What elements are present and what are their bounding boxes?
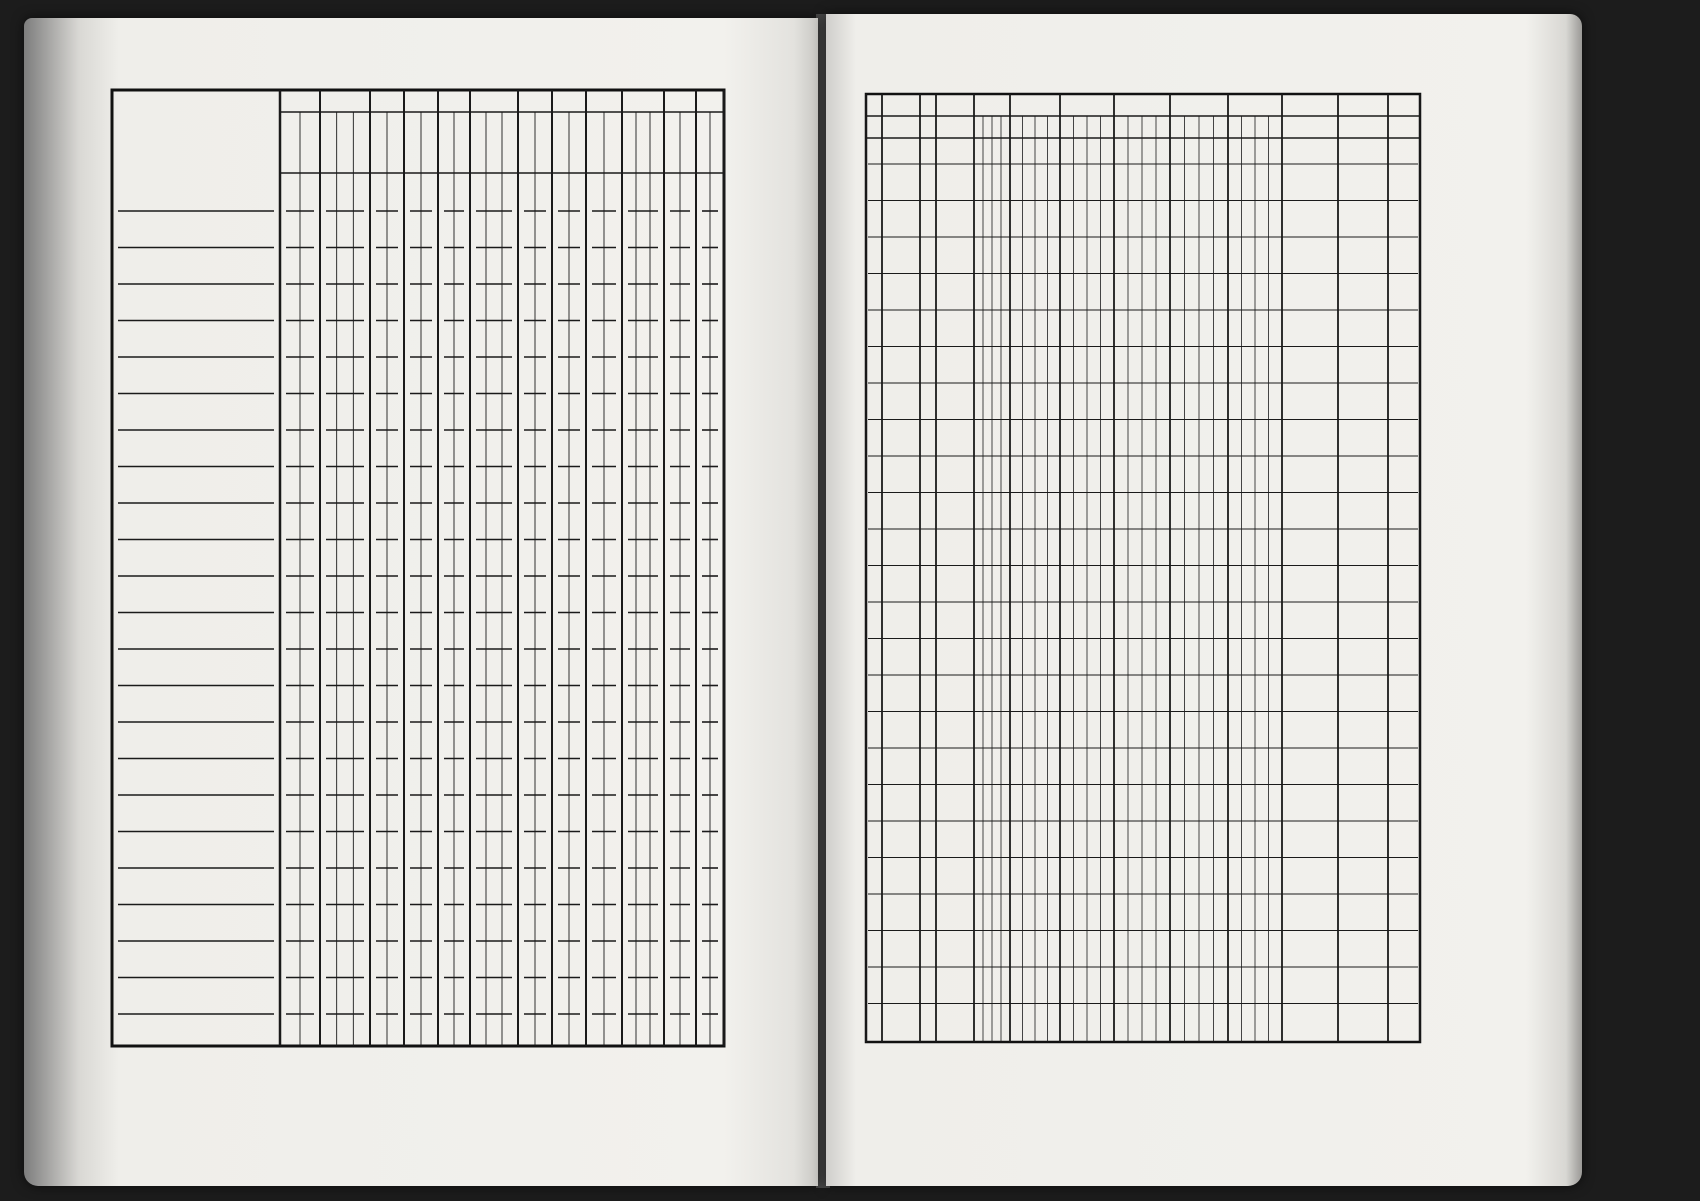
right-table-border (866, 94, 1420, 1042)
left-table-border (112, 90, 724, 1046)
right-register-grid (826, 14, 1582, 1186)
right-page (826, 14, 1582, 1186)
left-page (24, 18, 818, 1186)
left-register-grid (24, 18, 818, 1186)
